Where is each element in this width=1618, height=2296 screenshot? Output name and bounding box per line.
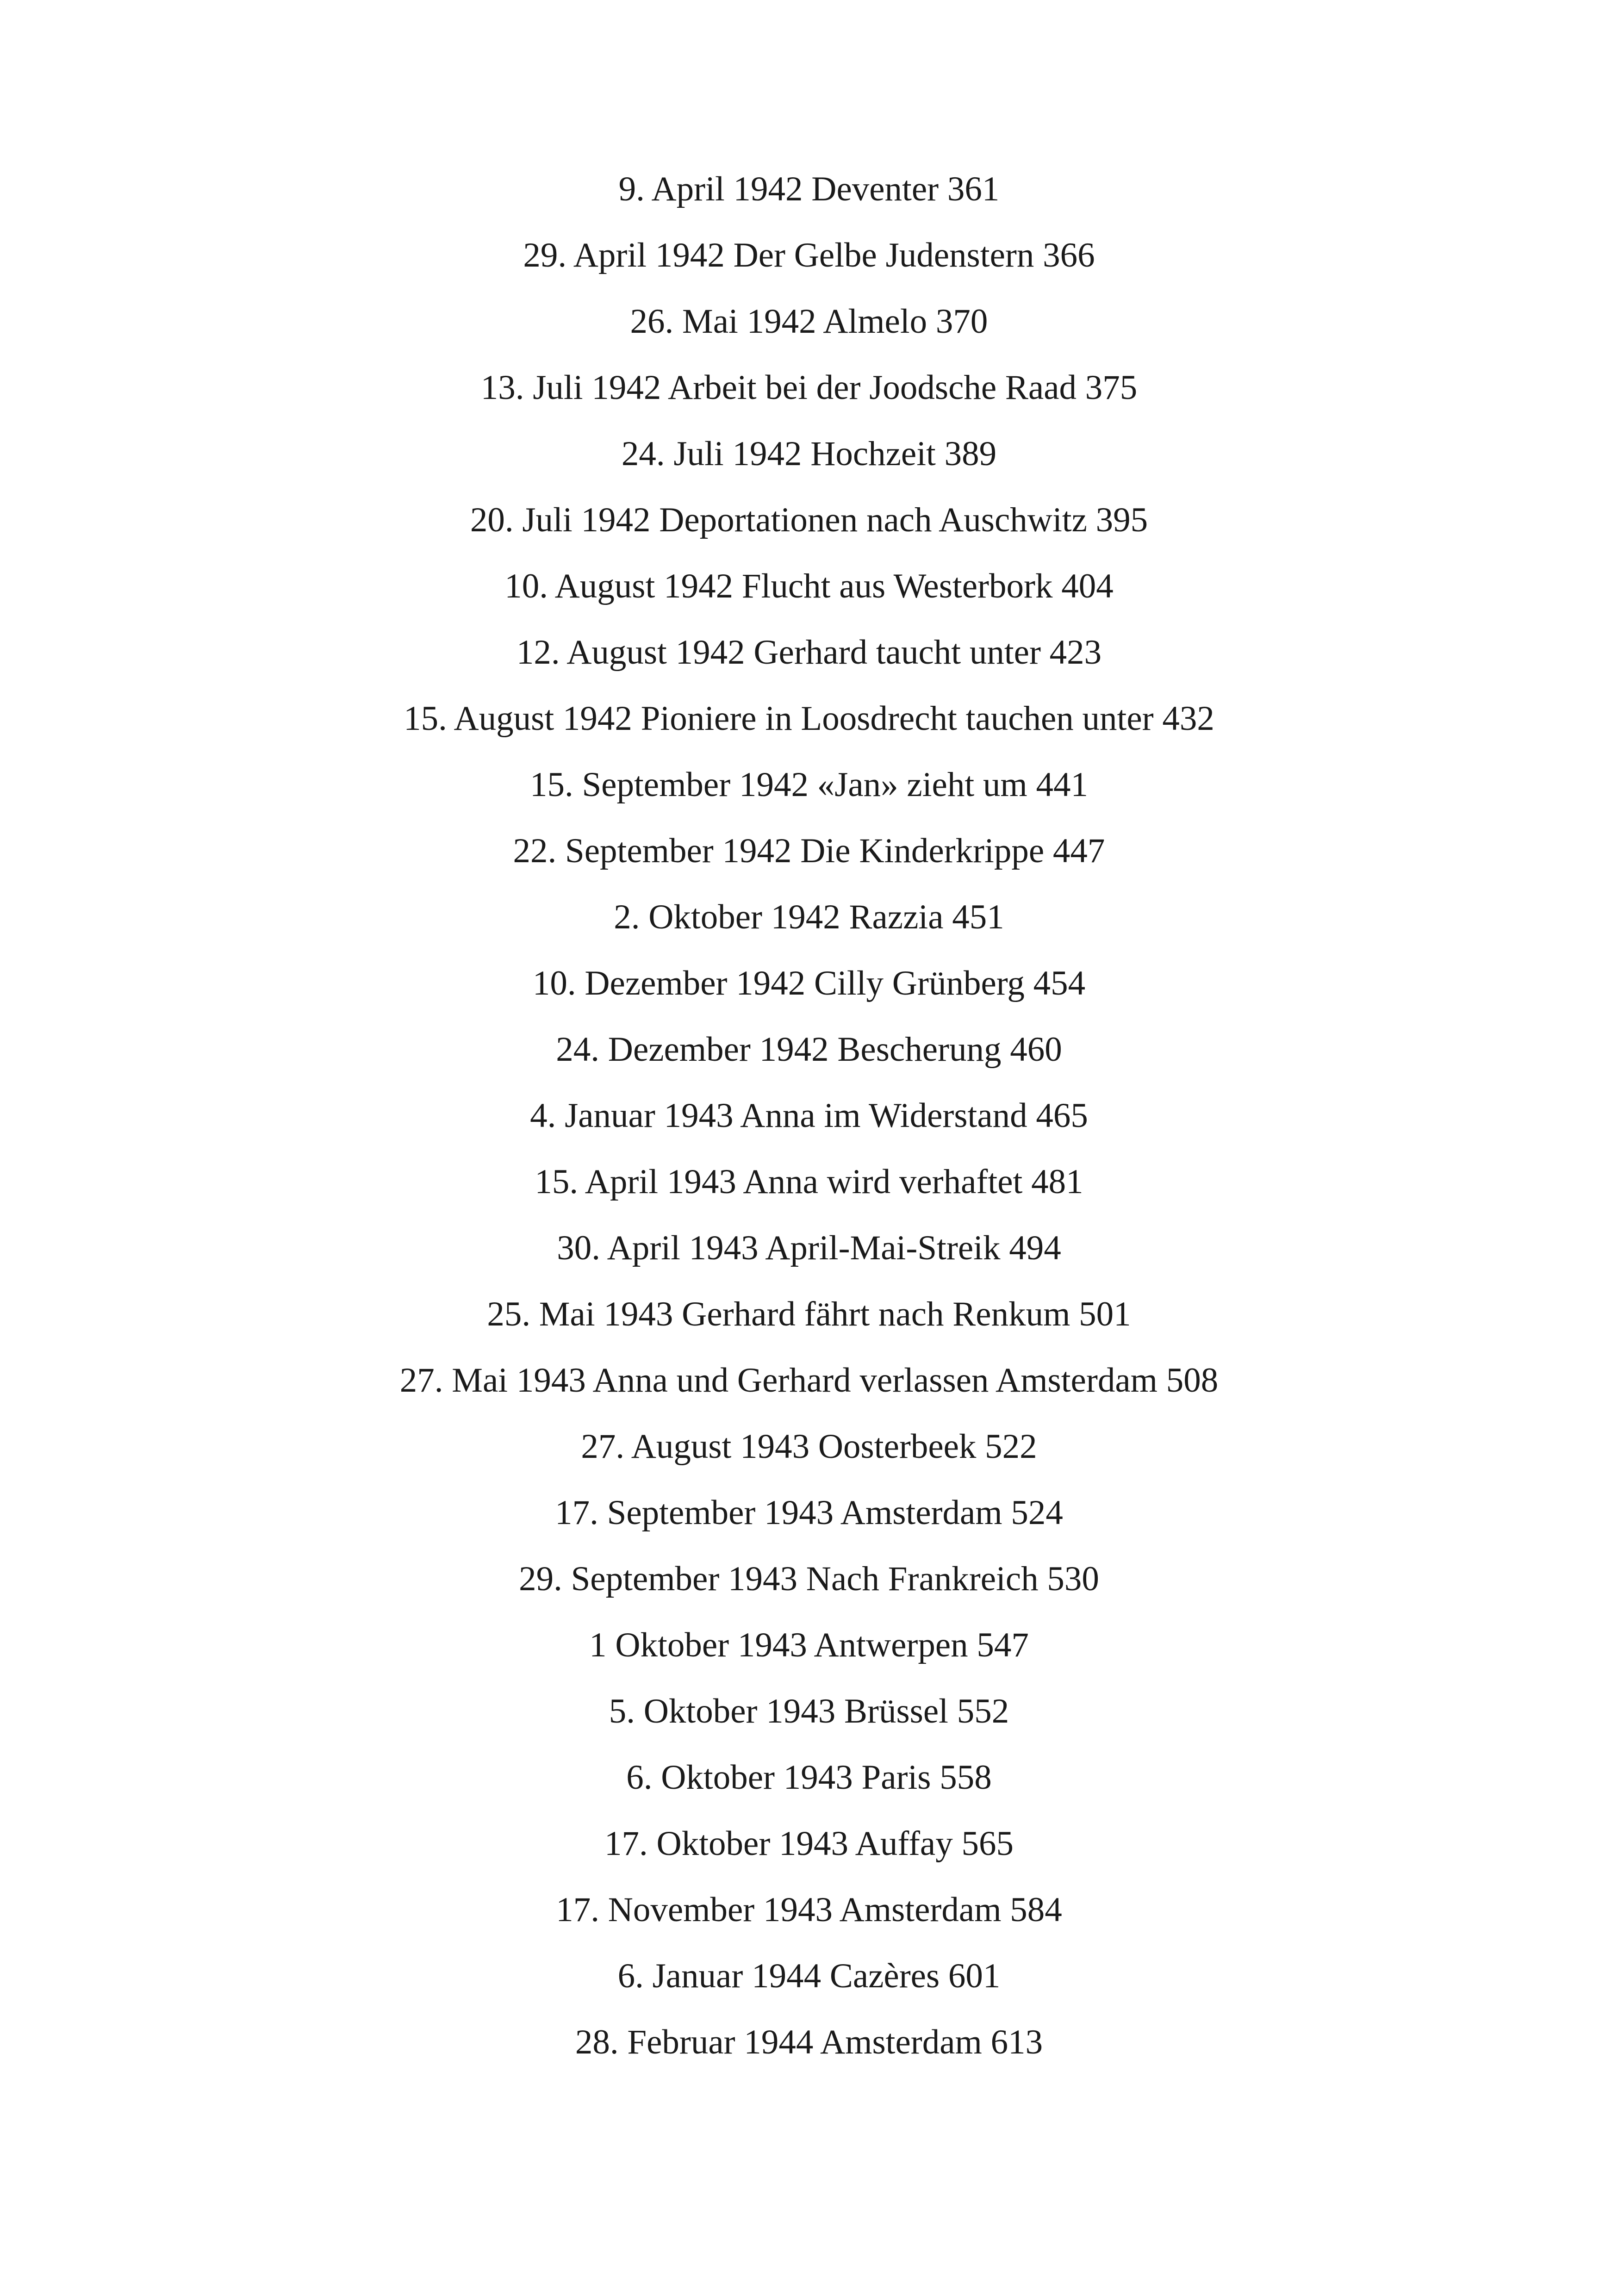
toc-entry: 26. Mai 1942 Almelo 370 xyxy=(630,302,988,341)
toc-entry: 17. September 1943 Amsterdam 524 xyxy=(555,1493,1063,1532)
toc-entry: 27. Mai 1943 Anna und Gerhard verlassen Amsterdam 508 xyxy=(399,1361,1219,1400)
toc-entry: 29. April 1942 Der Gelbe Judenstern 366 xyxy=(523,236,1095,274)
toc-entry: 2. Oktober 1942 Razzia 451 xyxy=(614,898,1004,936)
toc-entry: 6. Oktober 1943 Paris 558 xyxy=(626,1758,992,1797)
toc-entry: 17. November 1943 Amsterdam 584 xyxy=(556,1891,1062,1929)
toc-entry: 13. Juli 1942 Arbeit bei der Joodsche Raad 375 xyxy=(480,368,1138,407)
toc-entry: 5. Oktober 1943 Brüssel 552 xyxy=(609,1692,1009,1730)
toc-entry: 29. September 1943 Nach Frankreich 530 xyxy=(519,1560,1099,1598)
toc-entry: 25. Mai 1943 Gerhard fährt nach Renkum 501 xyxy=(487,1295,1131,1333)
toc-entry: 20. Juli 1942 Deportationen nach Auschwitz 395 xyxy=(470,501,1148,539)
toc-entry: 12. August 1942 Gerhard taucht unter 423 xyxy=(516,633,1102,672)
toc-entry: 1 Oktober 1943 Antwerpen 547 xyxy=(589,1626,1029,1664)
toc-entry: 6. Januar 1944 Cazères 601 xyxy=(617,1957,1001,1995)
toc-entry: 27. August 1943 Oosterbeek 522 xyxy=(581,1427,1037,1466)
toc-entry: 15. August 1942 Pioniere in Loosdrecht tauchen unter 432 xyxy=(404,699,1214,738)
toc-entry: 15. September 1942 «Jan» zieht um 441 xyxy=(529,765,1089,804)
table-of-contents xyxy=(0,156,1618,2075)
toc-entry: 15. April 1943 Anna wird verhaftet 481 xyxy=(535,1163,1083,1201)
toc-entry: 28. Februar 1944 Amsterdam 613 xyxy=(575,2023,1043,2061)
toc-entry: 9. April 1942 Deventer 361 xyxy=(618,170,1000,208)
toc-entry: 4. Januar 1943 Anna im Widerstand 465 xyxy=(530,1096,1088,1135)
toc-entry: 17. Oktober 1943 Auffay 565 xyxy=(604,1824,1014,1863)
toc-entry: 10. August 1942 Flucht aus Westerbork 404 xyxy=(504,567,1114,605)
toc-entry: 24. Dezember 1942 Bescherung 460 xyxy=(556,1030,1062,1069)
toc-entry: 22. September 1942 Die Kinderkrippe 447 xyxy=(513,832,1105,870)
toc-entry: 24. Juli 1942 Hochzeit 389 xyxy=(621,435,997,473)
toc-entry: 10. Dezember 1942 Cilly Grünberg 454 xyxy=(532,964,1086,1002)
toc-entry: 30. April 1943 April-Mai-Streik 494 xyxy=(557,1229,1061,1267)
